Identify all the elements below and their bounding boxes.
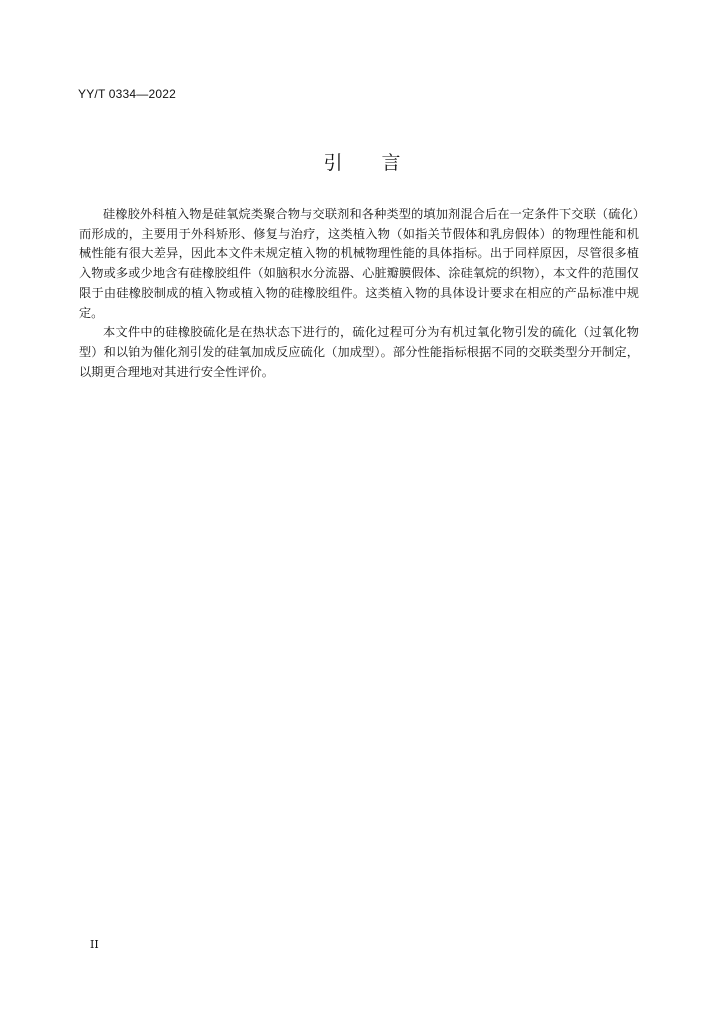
title-char-2: 言 xyxy=(381,152,401,174)
page-number: II xyxy=(90,938,99,951)
title-char-1: 引 xyxy=(323,152,343,174)
paragraph-1: 硅橡胶外科植入物是硅氧烷类聚合物与交联剂和各种类型的填加剂混合后在一定条件下交联（硫化）而形成的，主要用于外科矫形、修复与治疗，这类植入物（如指关节假体和乳房假体）的物理性能和机械性能有很大差异，因此本文件未规定植入物的机械物理性能的具体指标。出于同样原因，尽管很多植入物或多或少地含有硅橡胶组件（如脑积水分流器、心脏瓣膜假体、涂硅氧烷的织物），本文件的范围仅限于由硅橡胶制成的植入物或植入物的硅橡胶组件。这类植入物的具体设计要求在相应的产品标准中规定。 xyxy=(79,207,639,320)
introduction-body xyxy=(79,205,639,382)
page-title xyxy=(0,148,724,175)
standard-code: YY/T 0334—2022 xyxy=(78,87,176,101)
paragraph-2: 本文件中的硅橡胶硫化是在热状态下进行的，硫化过程可分为有机过氧化物引发的硫化（过氧化物型）和以铂为催化剂引发的硅氧加成反应硫化（加成型）。部分性能指标根据不同的交联类型分开制定，以期更合理地对其进行安全性评价。 xyxy=(79,325,639,379)
